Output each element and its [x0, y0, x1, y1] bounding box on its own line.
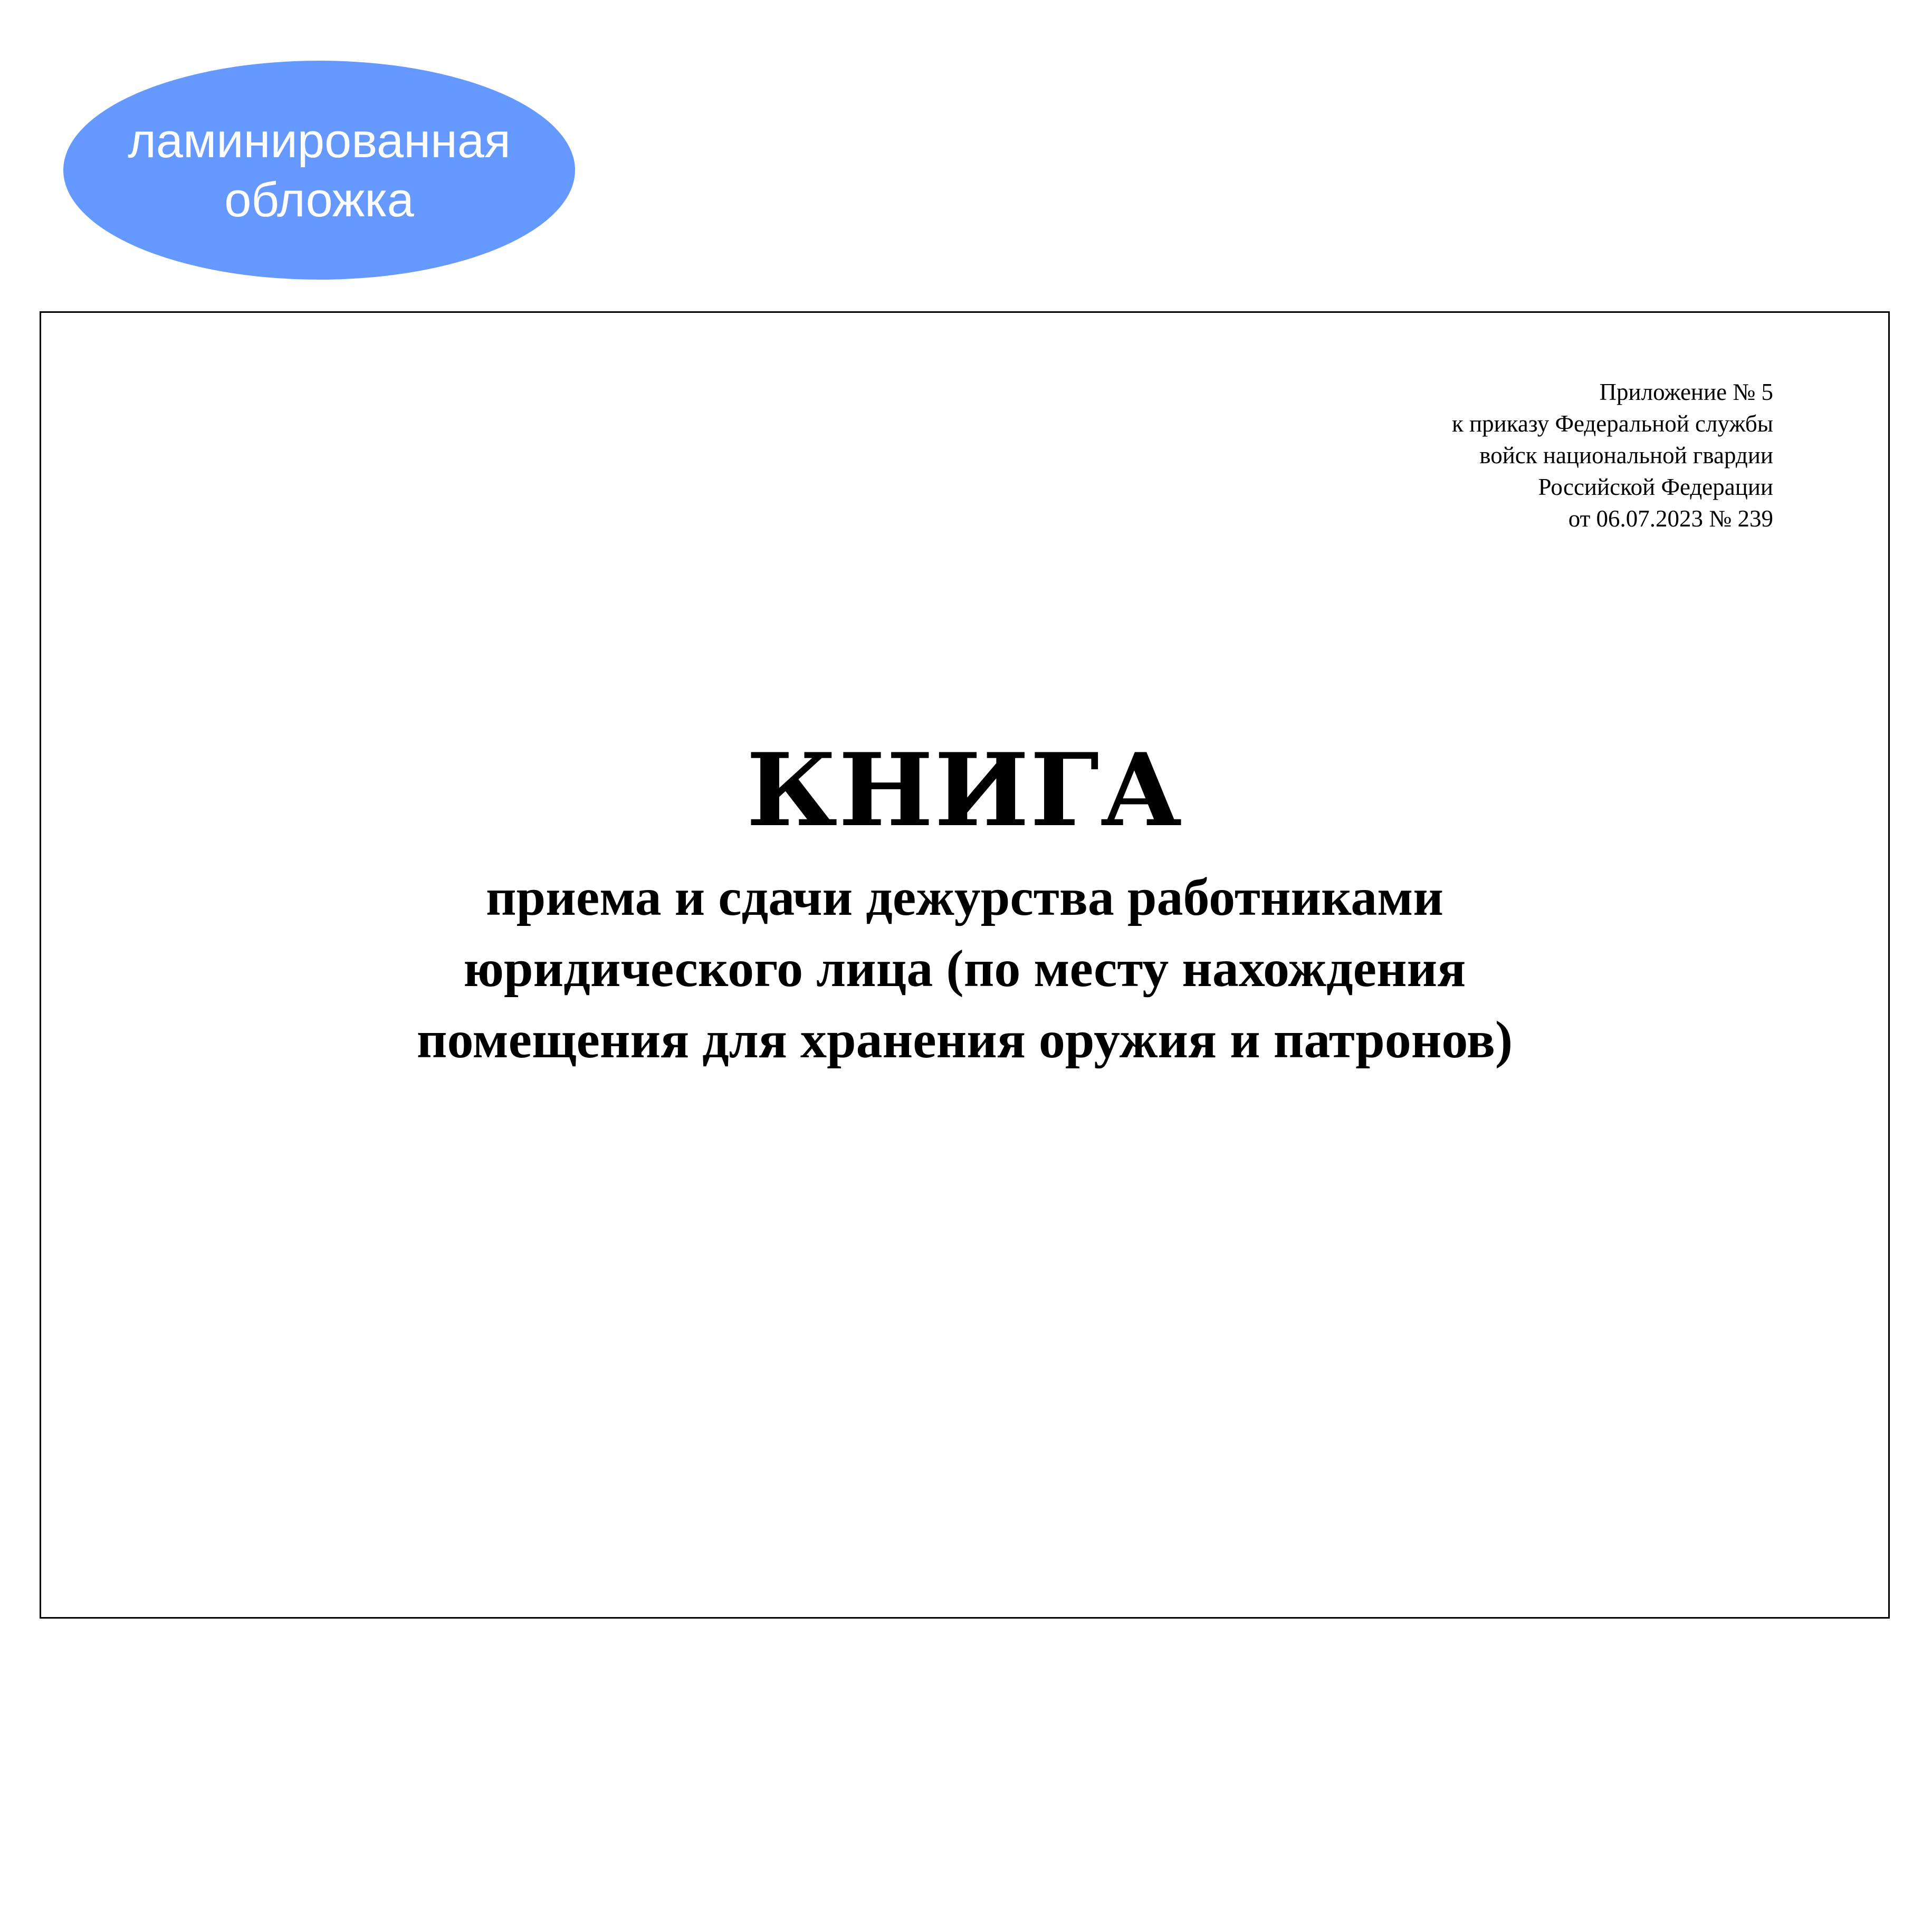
book-cover	[40, 311, 1890, 1619]
book-title: КНИГА	[746, 731, 1183, 849]
laminated-cover-badge	[63, 61, 575, 280]
subtitle-line: юридического лица (по месту нахождения	[463, 939, 1466, 998]
appendix-line: от 06.07.2023 № 239	[1568, 505, 1773, 532]
appendix-line: войск национальной гвардии	[1479, 442, 1773, 468]
subtitle-line: приема и сдачи дежурства работниками	[485, 868, 1444, 926]
appendix-note	[1452, 376, 1773, 534]
appendix-line: Российской Федерации	[1538, 474, 1773, 500]
book-subtitle	[41, 862, 1888, 1075]
subtitle-line: помещения для хранения оружия и патронов)	[416, 1010, 1513, 1069]
appendix-line: Приложение № 5	[1599, 379, 1773, 405]
appendix-line: к приказу Федеральной службы	[1451, 410, 1773, 437]
badge-line-1: ламинированная	[128, 113, 511, 168]
badge-line-2: обложка	[224, 173, 414, 227]
